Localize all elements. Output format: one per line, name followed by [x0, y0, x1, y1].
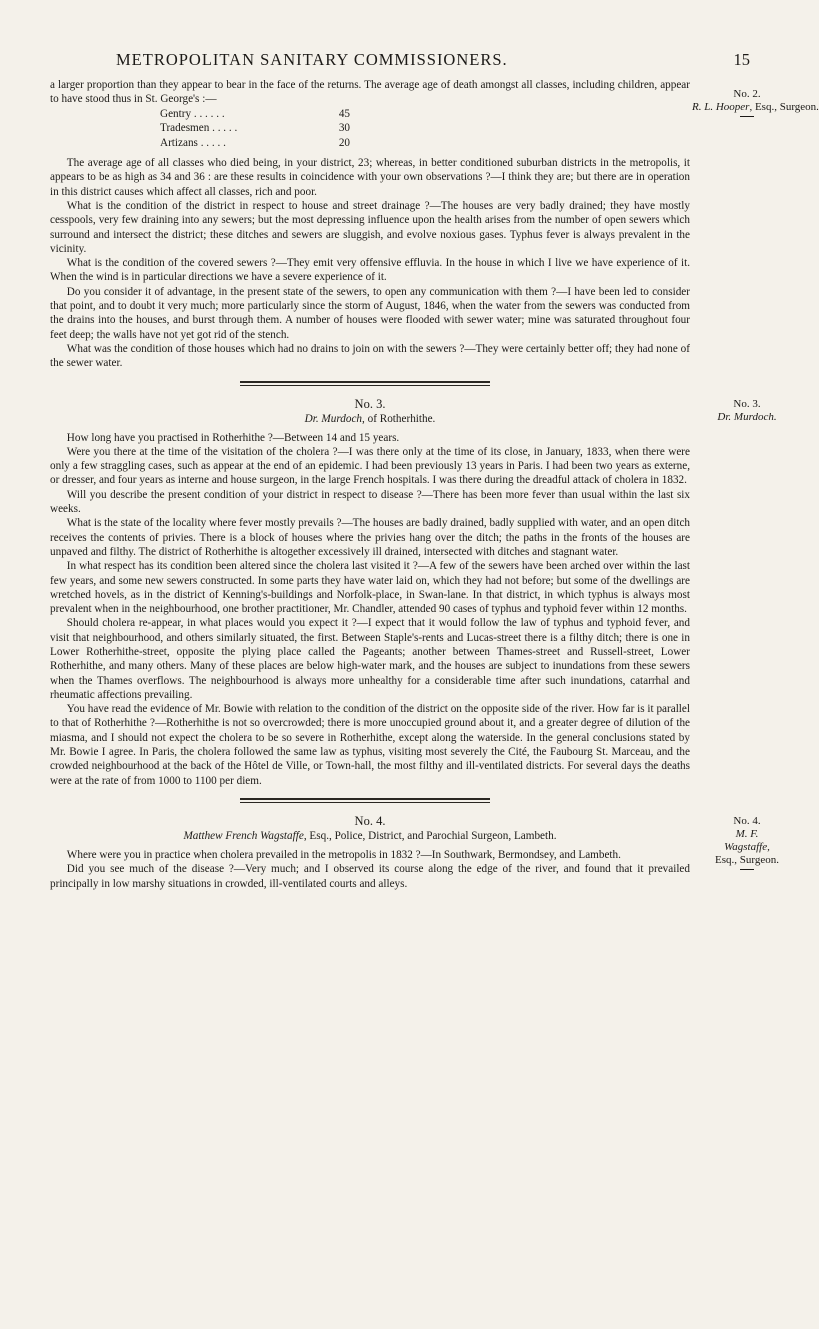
page-number: 15	[733, 50, 750, 69]
margin-no2-number: No. 2.	[733, 88, 761, 100]
age-row	[160, 107, 350, 122]
section-divider-thin	[240, 385, 490, 386]
paragraph: In what respect has its condition been altered since the cholera last visited it ?—A few of the sewers have been arched over within the last few years, and some new sewers constructed. In some parts they have water laid on, which they had not before; but some of the dwellings are wretched hovels, as in the district of Kenning's-buildings and Norfolk-place, in Swan-lane. In that district, in which typhus is always most prevalent when in the neighbourhood, one brother practitioner, Mr. Chandler, attended 90 cases of typhus and typhoid fever within 12 months.	[50, 560, 690, 616]
margin-no2-rest: , Esq., Surgeon.	[749, 101, 819, 113]
age-value: 30	[338, 122, 350, 135]
margin-note-no3	[712, 398, 782, 424]
section-no4	[50, 813, 690, 891]
margin-no3-number: No. 3.	[733, 397, 761, 410]
section3-heading: No. 3.	[354, 396, 386, 411]
section4-subheading	[50, 829, 690, 844]
witness-place: , of Rotherhithe.	[362, 412, 436, 425]
paragraph: Will you describe the present condition of your district in respect to disease ?—There has been more fever than usual within the last six weeks.	[50, 488, 690, 516]
paragraph: What was the condition of those houses which had no drains to join on with the sewers ?—They were certainly better off; they had none of the sewer water.	[50, 342, 690, 370]
section3-subheading	[50, 412, 690, 427]
section2-intro: a larger proportion than they appear to bear in the face of the returns. The average age of death amongst all classes, including children, appear to have stood thus in St. George's :—	[50, 79, 690, 106]
witness-name: Matthew French Wagstaffe	[183, 829, 304, 842]
paragraph: You have read the evidence of Mr. Bowie with relation to the condition of the district on the opposite side of the river. How far is it parallel to that of Rotherhithe ?—Rotherhithe is not so overcrowded; there is more unoccupied ground about it, and a greater degree of dilution of the miasma, and I should not expect the cholera to be so severe in Rotherhithe, except along the waterside. In the general conclusions stated by Mr. Bowie I agree. In Paris, the cholera followed the same law as typhus, visiting most severely the Cité, the Faubourg St. Marceau, and the crowded neighbourhood at the back of the Hôtel de Ville, or Town-hall, the most filthy and ill-ventilated districts. For several days the deaths were at the rate of from 1000 to 1100 per diem.	[50, 703, 690, 787]
paragraph: Should cholera re-appear, in what places would you expect it ?—I expect that it would follow the law of typhus and typhoid fever, and visit that neighbourhood, and others similarly situated, the first. Between Staple's-rents and Lucas-street there is a filthy ditch; there is one in Lower Rotherhithe-street, opposite the plying place called the Pageants; another between Thames-street and Russell-street, Lower Rotherhithe, and many others. Many of these places are below high-water mark, and the houses are subject to inundations from these sewers when the Thames overflows. The neighbourhood is always more unhealthy for a considerable time after such inundations, catarrhal and rheumatic affections prevailing.	[50, 617, 690, 701]
section-no2	[50, 78, 690, 371]
running-head	[50, 50, 750, 74]
age-label: Gentry . . . . . .	[160, 107, 225, 120]
margin-no4-name: M. F. Wagstaffe,	[724, 827, 770, 853]
paragraph: How long have you practised in Rotherhithe ?—Between 14 and 15 years.	[66, 431, 400, 444]
paragraph: Did you see much of the disease ?—Very much; and I observed its course along the edge of the river, and found that it prevailed principally in low marshy situations in crowded, ill-ventilated courts and alleys.	[50, 863, 690, 890]
witness-name: Dr. Murdoch	[304, 412, 363, 425]
age-label: Tradesmen . . . . .	[160, 122, 238, 135]
margin-note-no4	[712, 815, 782, 872]
paragraph: Do you consider it of advantage, in the present state of the sewers, to open any communication with them ?—I have been led to consider that point, and to doubt it very much; more particularly since the storm of August, 1846, when the water from the sewers was conducted from the drains into the houses, and burst through them. A number of houses were flooded with sewer water; mine was saturated throughout four feet deep; the walls have not yet got rid of the stench.	[50, 285, 690, 341]
paragraph: What is the condition of the covered sewers ?—They emit very offensive effluvia. In the house in which I live we have experience of it. When the wind is in particular directions we have a severe experience of it.	[50, 257, 690, 284]
section-divider-thin	[240, 802, 490, 803]
margin-no2-name: R. L. Hooper	[692, 101, 750, 113]
paragraph: Were you there at the time of the visitation of the cholera ?—I was there only at the time of its close, in January, 1833, when there were only a few straggling cases, such as appear at the end of an epidemic. I had been previously 13 years in Paris. I had been two years as externe, or dresser, and four years as interne and house surgeon, in the large French hospitals. I was there during the dreadful attack of cholera in 1832.	[50, 445, 690, 487]
margin-no4-number: No. 4.	[733, 814, 761, 827]
paragraph: The average age of all classes who died being, in your district, 23; whereas, in better conditioned suburban districts in the metropolis, it appears to be as high as 34 and 36 : are these results in coincidence with your own observations ?—I think they are; but there are in operation in this district causes which affect all classes, rich and poor.	[50, 157, 690, 198]
section-no3	[50, 396, 690, 788]
margin-no3-name: Dr. Murdoch.	[717, 410, 777, 423]
margin-no4-rest: Esq., Surgeon.	[715, 853, 779, 866]
document-body	[50, 78, 740, 891]
age-label: Artizans . . . . .	[160, 136, 226, 149]
section4-heading: No. 4.	[354, 813, 386, 828]
age-row	[160, 136, 350, 151]
age-table	[160, 107, 350, 151]
age-row	[160, 121, 350, 136]
age-value: 45	[338, 107, 350, 120]
margin-rule	[740, 116, 754, 117]
paragraph: What is the condition of the district in respect to house and street drainage ?—The houses are very badly drained; they have mostly cesspools, very few draining into any sewers; but the most depressing influence upon the health arises from the number of open sewers which surround and intersect the district; these ditches and sewers are sluggish, and evolve noxious gases. Typhus fever is always prevalent in the vicinity.	[50, 199, 690, 255]
section-divider	[240, 798, 490, 800]
age-value: 20	[338, 136, 350, 149]
paragraph: What is the state of the locality where fever mostly prevails ?—The houses are badly drained, badly supplied with water, and an open ditch receives the contents of privies. There is a block of houses where the privies hang over the ditch; the paths in the fronts of the houses are unpaved and filthy. The district of Rotherhithe is altogether excessively ill drained, intersected with ditches and stagnant water.	[50, 517, 690, 558]
paragraph: Where were you in practice when cholera prevailed in the metropolis in 1832 ?—In Southwark, Bermondsey, and Lambeth.	[66, 848, 621, 861]
running-title: METROPOLITAN SANITARY COMMISSIONERS.	[116, 50, 508, 69]
section-divider	[240, 381, 490, 383]
witness-role: , Esq., Police, District, and Parochial Surgeon, Lambeth.	[303, 829, 557, 842]
margin-rule	[740, 869, 754, 870]
